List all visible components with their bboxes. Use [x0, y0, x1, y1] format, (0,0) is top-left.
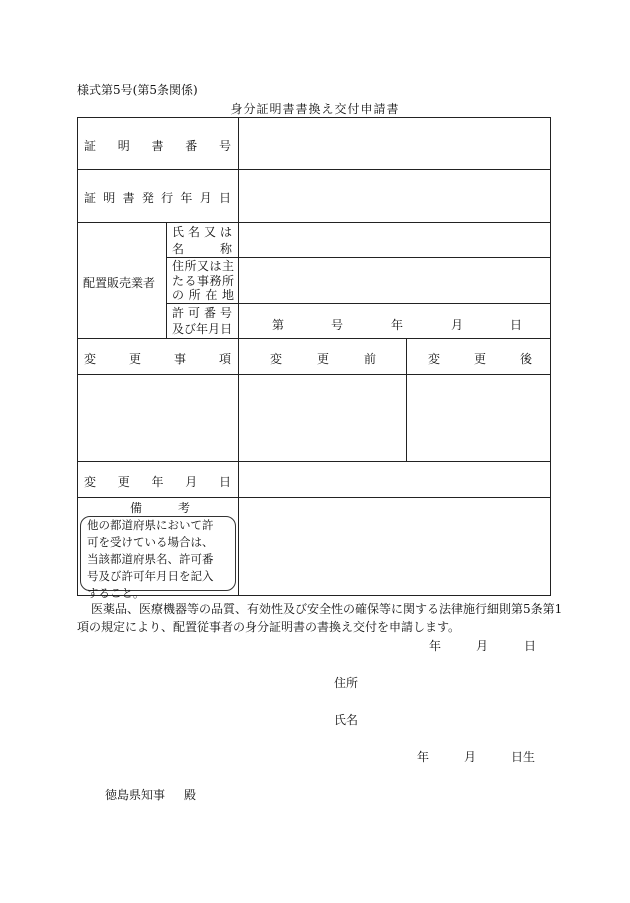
- change-date-label: 変 更 年 月 日: [84, 475, 231, 489]
- birth-year: 年: [417, 750, 430, 764]
- application-year: 年: [429, 639, 442, 653]
- form-title: 身分証明書書換え交付申請書: [230, 102, 400, 116]
- address-label: 住 所 又 は 主 た る 事 務 所 の 所 在 地: [172, 259, 234, 302]
- application-day: 日: [524, 639, 537, 653]
- seller-label: 配置販売業者: [83, 276, 156, 290]
- applicant-address-label: 住所: [334, 676, 359, 690]
- permit-day: 日: [510, 318, 523, 332]
- remarks-note: 他の都道府県において許 可を受けている場合は、 当該都道府県名、許可番 号及び許可年月日を記入 すること。: [87, 518, 214, 600]
- permit-month: 月: [451, 318, 464, 332]
- permit-no-prefix: 第: [272, 318, 285, 332]
- honorific: 殿: [184, 788, 197, 802]
- cert-number-label: 証 明 書 番 号: [84, 139, 231, 153]
- applicant-name-label: 氏名: [334, 713, 359, 727]
- remarks-label: 備 考: [130, 501, 190, 515]
- form-label: 様式第5号(第5条関係): [77, 83, 198, 97]
- application-month: 月: [476, 639, 489, 653]
- change-item-label: 変 更 事 項: [84, 352, 231, 366]
- birth-month: 月: [464, 750, 477, 764]
- issue-date-label: 証 明 書 発 行 年 月 日: [84, 191, 231, 205]
- before-label: 変 更 前: [270, 352, 376, 366]
- after-label: 変 更 後: [428, 352, 532, 366]
- permit-no-suffix: 号: [331, 318, 344, 332]
- permit-label: 許 可 番 号 及 び 年 月 日: [172, 306, 233, 336]
- permit-year: 年: [391, 318, 404, 332]
- name-label: 氏 名 又 は 名 称: [172, 225, 232, 256]
- statement-line-2: 項の規定により、配置従事者の身分証明書の書換え交付を申請します。: [77, 620, 461, 634]
- statement-line-1: 医薬品、医療機器等の品質、有効性及び安全性の確保等に関する法律施行細則第5条第1: [91, 602, 563, 616]
- addressee: 徳島県知事: [105, 788, 166, 802]
- birth-day: 日生: [511, 750, 536, 764]
